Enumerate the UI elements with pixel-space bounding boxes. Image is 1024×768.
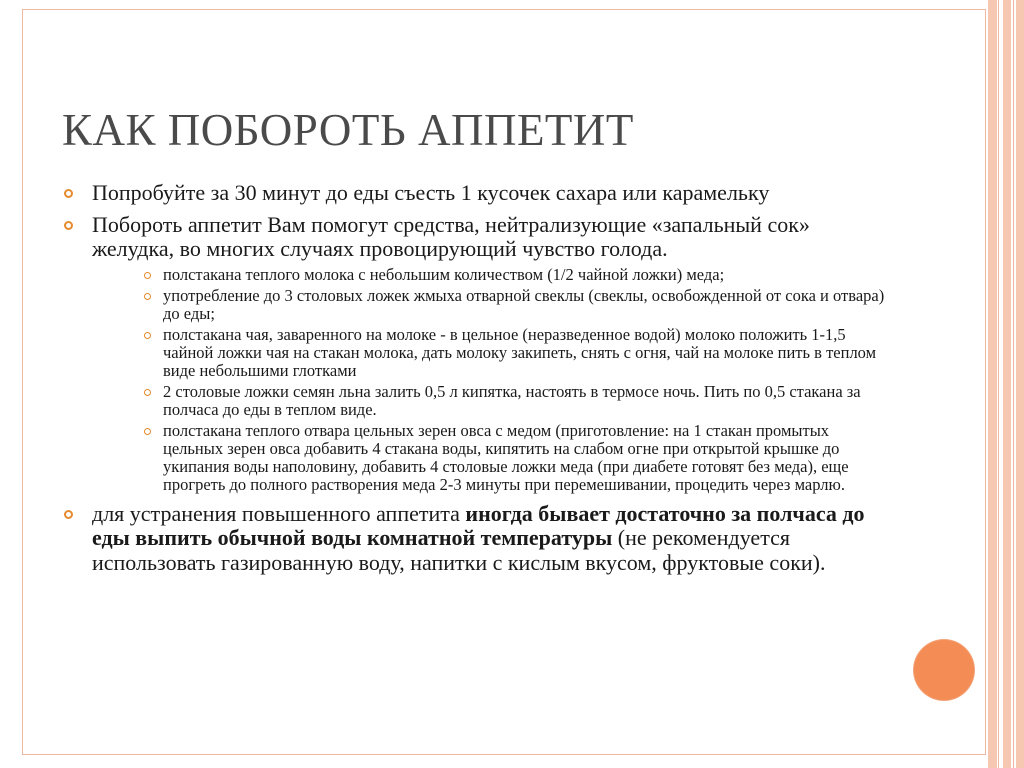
bullet-text-bold: иногда бывает достаточно за полчаса до еды выпить обычной воды комнатной температуры	[92, 500, 865, 550]
bullet-ring-icon	[64, 510, 73, 519]
bullet-ring-icon	[64, 221, 73, 230]
sub-bullet-text: полстакана чая, заваренного на молоке - в цельное (неразведенное водой) молоко положить 1-1,5 чайной ложки чая на стакан молока, дать молоку закипеть, снять с огня, чай на молоке пить в теплом виде небольшими глотками	[163, 324, 877, 380]
bullet-item	[60, 502, 890, 576]
bullet-text: Побороть аппетит Вам помогут средства, нейтрализующие «запальный сок» желудка, во многих случаях провоцирующий чувство голода.	[92, 211, 810, 261]
decor-stripe	[1003, 0, 1011, 768]
bullet-ring-icon	[64, 189, 73, 198]
sub-bullet-item	[60, 266, 890, 284]
sub-bullet-item	[60, 383, 890, 419]
sub-bullet-text: 2 столовые ложки семян льна залить 0,5 л кипятка, настоять в термосе ночь. Пить по 0,5 стакана за полчаса до еды в теплом виде.	[163, 381, 861, 419]
bullet-ring-icon	[144, 332, 151, 339]
bullet-item	[60, 181, 890, 206]
sub-bullet-item	[60, 422, 890, 494]
bullet-item	[60, 213, 890, 262]
bullet-text-plain: для устранения повышенного аппетита	[92, 500, 466, 526]
slide-title: КАК ПОБОРОТЬ АППЕТИТ	[62, 105, 634, 155]
sub-bullet-text: употребление до 3 столовых ложек жмыха отварной свеклы (свеклы, освобожденной от сока и отвара) до еды;	[163, 285, 885, 323]
bullet-ring-icon	[144, 428, 151, 435]
bullet-text: Попробуйте за 30 минут до еды съесть 1 кусочек сахара или карамельку	[92, 180, 770, 205]
decor-stripe	[988, 0, 997, 768]
bullet-ring-icon	[144, 293, 151, 300]
decor-stripe	[1013, 0, 1014, 768]
bullet-ring-icon	[144, 272, 151, 279]
sub-bullet-item	[60, 287, 890, 323]
bullet-text-plain: (не рекомендуется использовать газированную воду, напитки с кислым вкусом, фруктовые соки).	[92, 525, 826, 575]
slide-content	[60, 181, 890, 582]
sub-bullet-text: полстакана теплого отвара цельных зерен овса с медом (приготовление: на 1 стакан промытых цельных зерен овса добавить 4 стакана воды, кипятить на слабом огне при открытой крышке до укипания воды наполовину, добавить 4 столовые ложки меда (при диабете готовят без меда), еще прогреть до полного растворения меда 2-3 минуты при перемешивании, процедить через марлю.	[163, 420, 849, 494]
sub-bullet-text: полстакана теплого молока с небольшим количеством (1/2 чайной ложки) меда;	[163, 264, 725, 284]
decor-stripe	[1016, 0, 1024, 768]
decor-circle	[914, 640, 974, 700]
bullet-ring-icon	[144, 389, 151, 396]
sub-bullet-item	[60, 326, 890, 380]
decor-stripe	[998, 0, 999, 768]
